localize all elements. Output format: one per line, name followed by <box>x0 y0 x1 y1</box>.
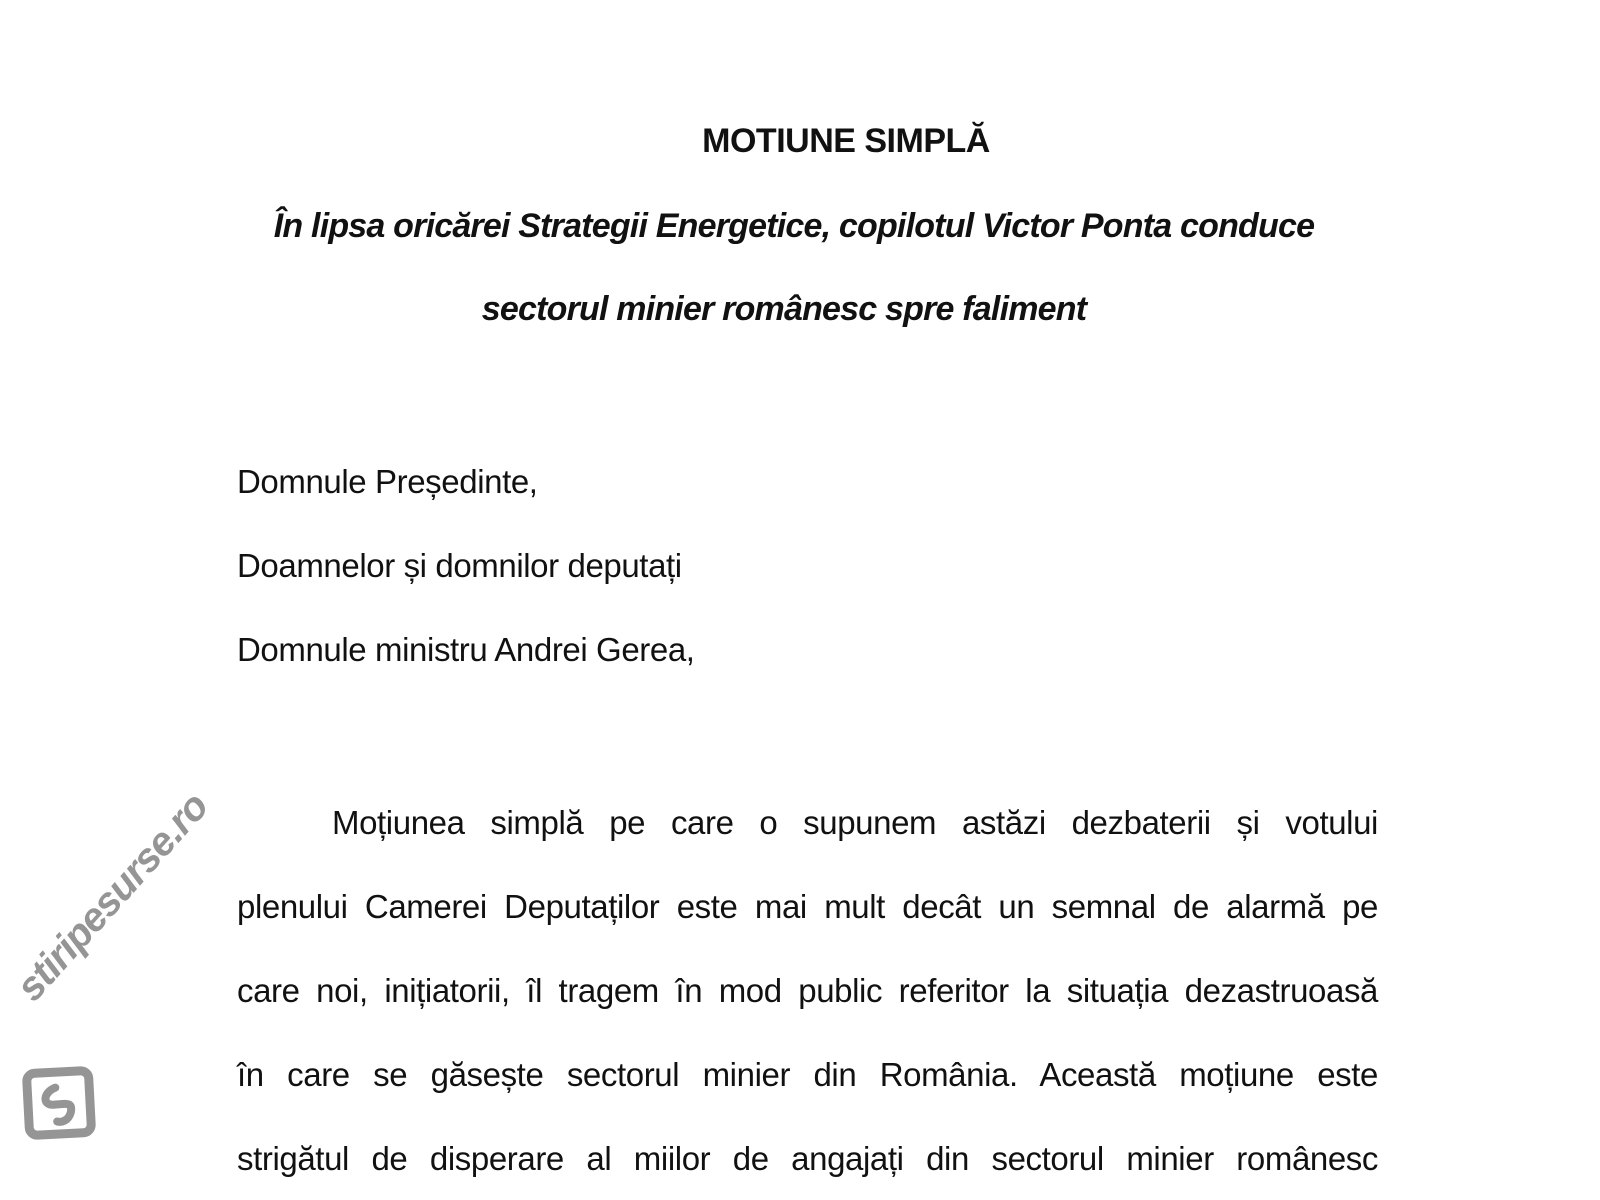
document-subtitle-line-1: În lipsa oricărei Strategii Energetice, copilotul Victor Ponta conduce <box>273 207 1315 245</box>
watermark-text: stiripesurse.ro <box>8 784 217 1010</box>
document-title: MOTIUNE SIMPLĂ <box>702 122 990 160</box>
stiripesurse-logo-icon <box>18 1062 100 1144</box>
body-text-line: în care se găsește sectorul minier din România. Această moțiune este <box>237 1056 1378 1093</box>
body-text-line: strigătul de disperare al miilor de angajați din sectorul minier românesc <box>237 1140 1378 1177</box>
salutation-president: Domnule Președinte, <box>237 463 538 500</box>
body-text-line: Moțiunea simplă pe care o supunem astăzi dezbaterii și votului <box>332 804 1378 841</box>
document-subtitle-line-2: sectorul minier românesc spre faliment <box>481 290 1087 328</box>
salutation-deputies: Doamnelor și domnilor deputați <box>237 547 682 584</box>
salutation-minister: Domnule ministru Andrei Gerea, <box>237 631 695 668</box>
body-text-line: care noi, inițiatorii, îl tragem în mod public referitor la situația dezastruoasă <box>237 972 1378 1009</box>
body-text-line: plenului Camerei Deputaților este mai mult decât un semnal de alarmă pe <box>237 888 1378 925</box>
